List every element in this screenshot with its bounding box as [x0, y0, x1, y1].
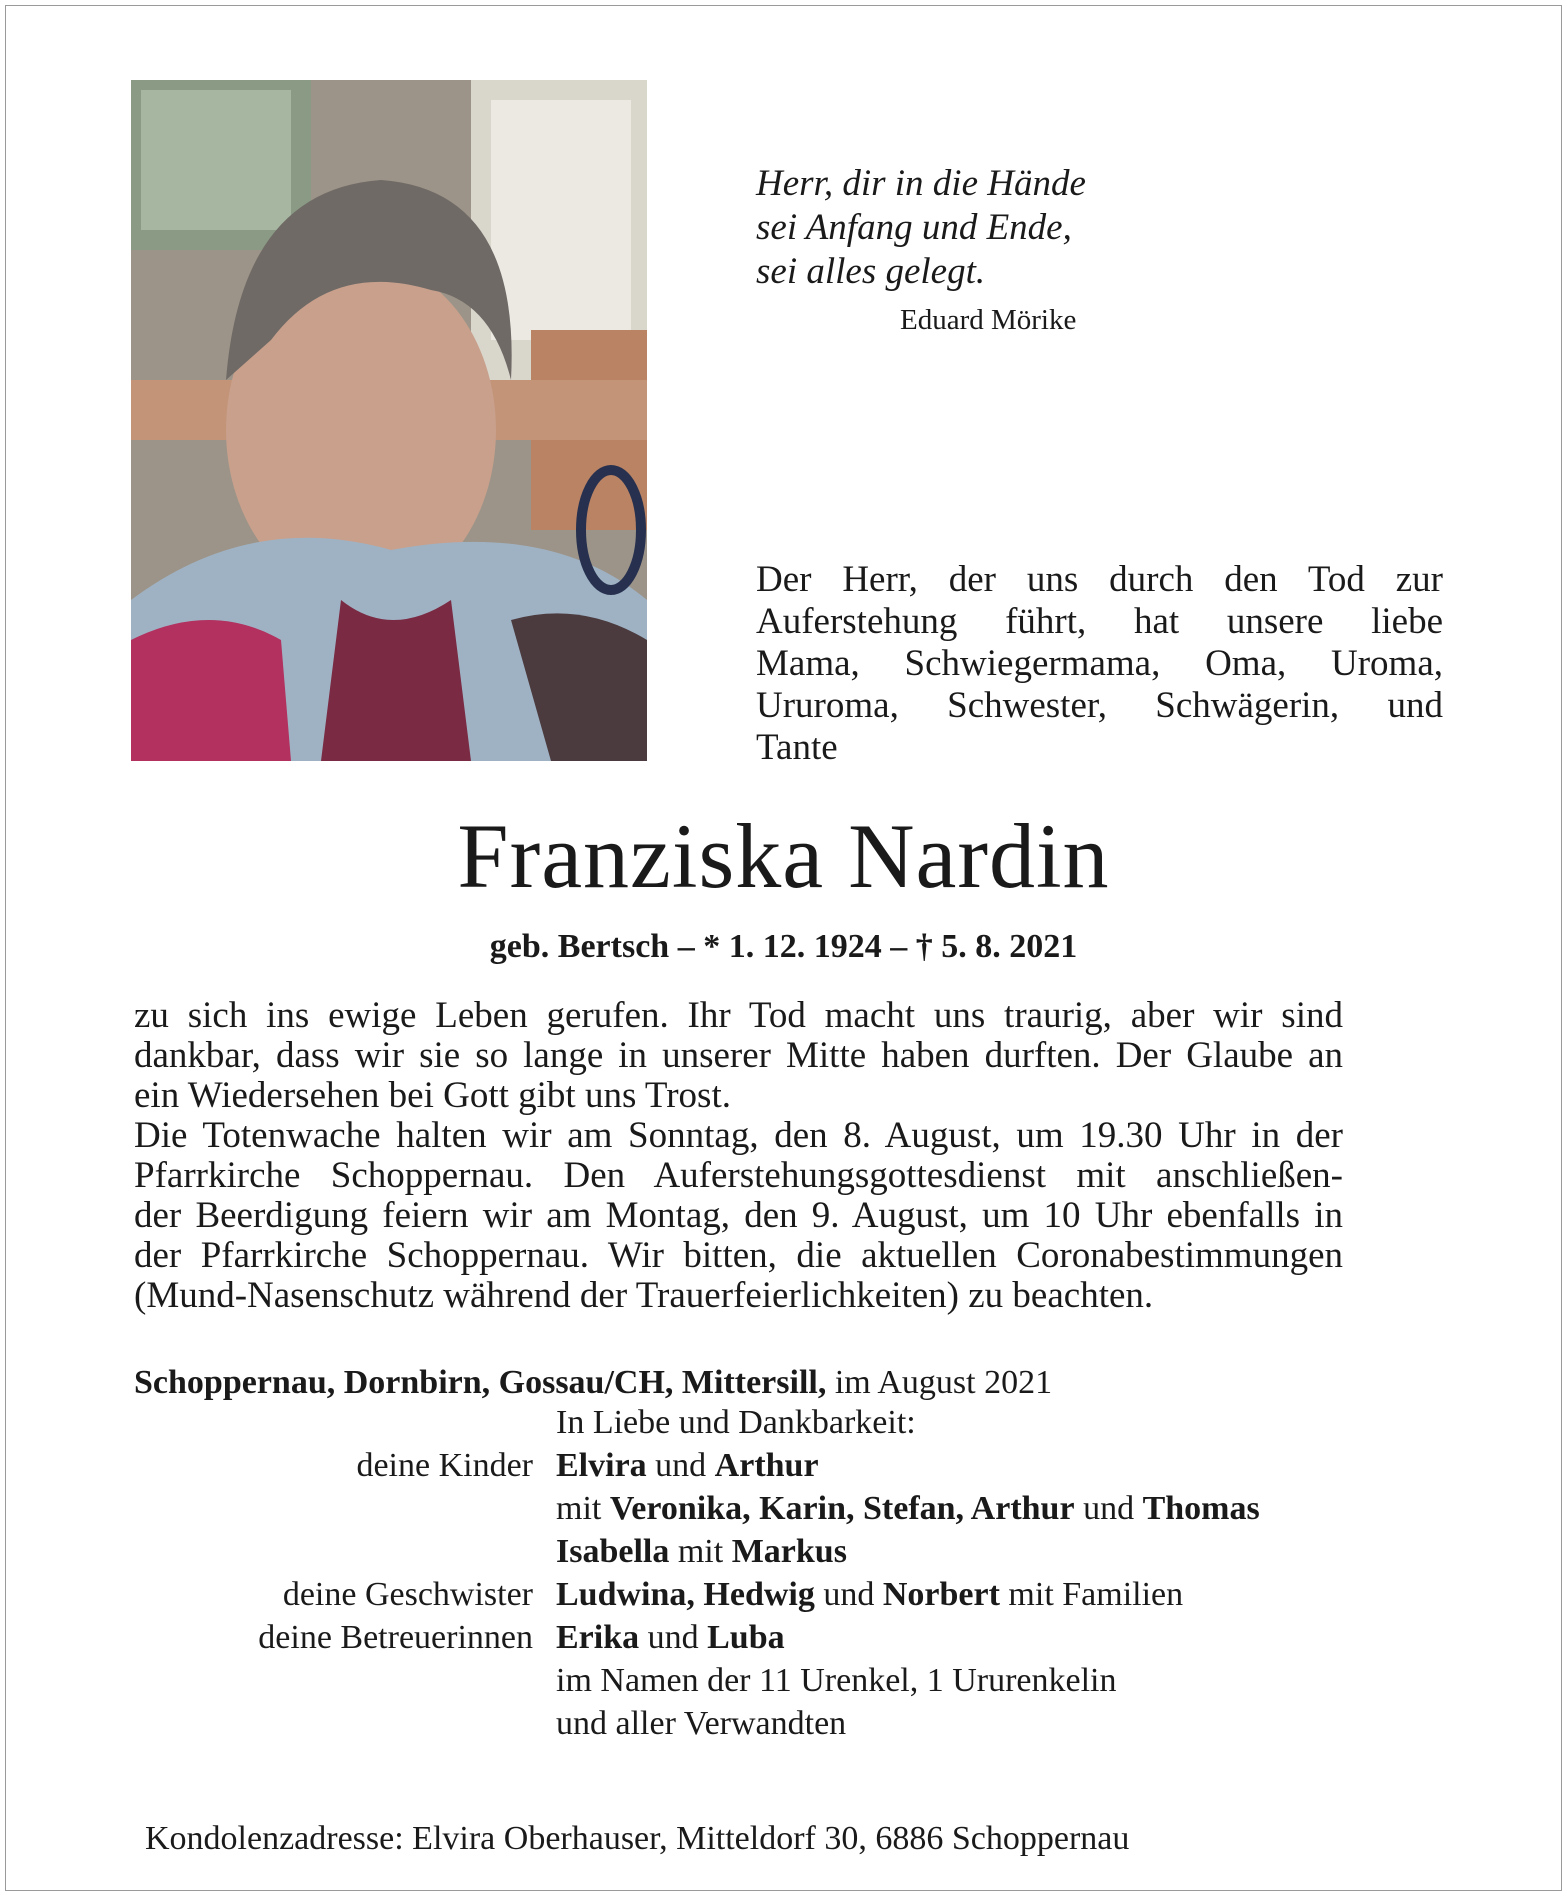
announcement-text [134, 996, 1343, 1316]
quote-line: sei alles gelegt. [756, 251, 986, 292]
intro-line: Auferstehung führt, hat unsere liebe [756, 601, 1443, 642]
portrait-photo [131, 80, 647, 761]
siblings-label: deine Geschwister [282, 1576, 533, 1613]
deceased-name: Franziska Nardin [457, 805, 1110, 907]
intro-line: Ururoma, Schwester, Schwägerin, und [756, 685, 1443, 726]
place-locations: Schoppernau, Dornbirn, Gossau/CH, Mittersill, [134, 1364, 827, 1401]
quote-line: Herr, dir in die Hände [756, 163, 1086, 204]
conjunction: und [823, 1576, 875, 1613]
body-line: ein Wiedersehen bei Gott gibt uns Trost. [134, 1076, 731, 1116]
quote-author: Eduard Mörike [900, 304, 1077, 336]
intro-text [756, 559, 1443, 769]
grandchildren-names [556, 1487, 1260, 1530]
conjunction: mit [556, 1490, 602, 1527]
deceased-dates: geb. Bertsch – * 1. 12. 1924 – † 5. 8. 2021 [489, 928, 1078, 965]
carer-name: Luba [707, 1619, 785, 1656]
portrait-image [131, 80, 647, 761]
siblings-names [556, 1573, 1183, 1616]
with-families: mit Familien [1008, 1576, 1184, 1613]
on-behalf-line: im Namen der 11 Urenkel, 1 Ururenkelin [556, 1662, 1117, 1699]
carers-label: deine Betreuerinnen [258, 1619, 533, 1656]
child-name: Elvira [556, 1447, 647, 1484]
body-line: der Beerdigung feiern wir am Montag, den 9. August, um 10 Uhr ebenfalls in [134, 1196, 1343, 1236]
partner-name: Markus [731, 1533, 847, 1570]
grandchild-partner [556, 1530, 847, 1573]
body-line: (Mund-Nasenschutz während der Trauerfeierlichkeiten) zu beachten. [134, 1276, 1154, 1316]
grandchild-name: Isabella [556, 1533, 670, 1570]
intro-line: Der Herr, der uns durch den Tod zur [756, 559, 1443, 600]
condolence-address: Kondolenzadresse: Elvira Oberhauser, Mitteldorf 30, 6886 Schoppernau [145, 1820, 1130, 1857]
children-label: deine Kinder [356, 1447, 533, 1484]
intro-line: Mama, Schwiegermama, Oma, Uroma, [756, 643, 1443, 684]
body-line: zu sich ins ewige Leben gerufen. Ihr Tod macht uns traurig, aber wir sind [134, 996, 1343, 1036]
mourners-heading: In Liebe und Dankbarkeit: [556, 1404, 916, 1441]
quote [756, 162, 1086, 294]
carer-name: Erika [556, 1619, 640, 1656]
place-date: im August 2021 [834, 1364, 1053, 1401]
relatives-line: und aller Verwandten [556, 1705, 847, 1742]
child-name: Arthur [714, 1447, 819, 1484]
body-line: Die Totenwache halten wir am Sonntag, den 8. August, um 19.30 Uhr in der [134, 1116, 1343, 1156]
obituary-notice [5, 5, 1562, 1891]
conjunction: und [1083, 1490, 1135, 1527]
body-line: der Pfarrkirche Schoppernau. Wir bitten, die aktuellen Coronabestimmungen [134, 1236, 1343, 1276]
intro-line: Tante [756, 727, 838, 768]
body-line: Pfarrkirche Schoppernau. Den Auferstehungsgottesdienst mit anschließen- [134, 1156, 1343, 1196]
children-names [556, 1444, 819, 1487]
place-and-date [134, 1364, 1052, 1402]
sibling-name: Norbert [882, 1576, 1000, 1613]
sibling-names: Ludwina, Hedwig [556, 1576, 815, 1613]
carers-names [556, 1616, 785, 1659]
body-line: dankbar, dass wir sie so lange in unserer Mitte haben durften. Der Glaube an [134, 1036, 1343, 1076]
grandchild-name: Thomas [1142, 1490, 1260, 1527]
conjunction: und [647, 1619, 699, 1656]
conjunction: mit [677, 1533, 724, 1570]
mourners-list [6, 1401, 1561, 1745]
quote-line: sei Anfang und Ende, [756, 207, 1072, 248]
grandchild-names: Veronika, Karin, Stefan, Arthur [609, 1490, 1075, 1527]
conjunction: und [655, 1447, 707, 1484]
